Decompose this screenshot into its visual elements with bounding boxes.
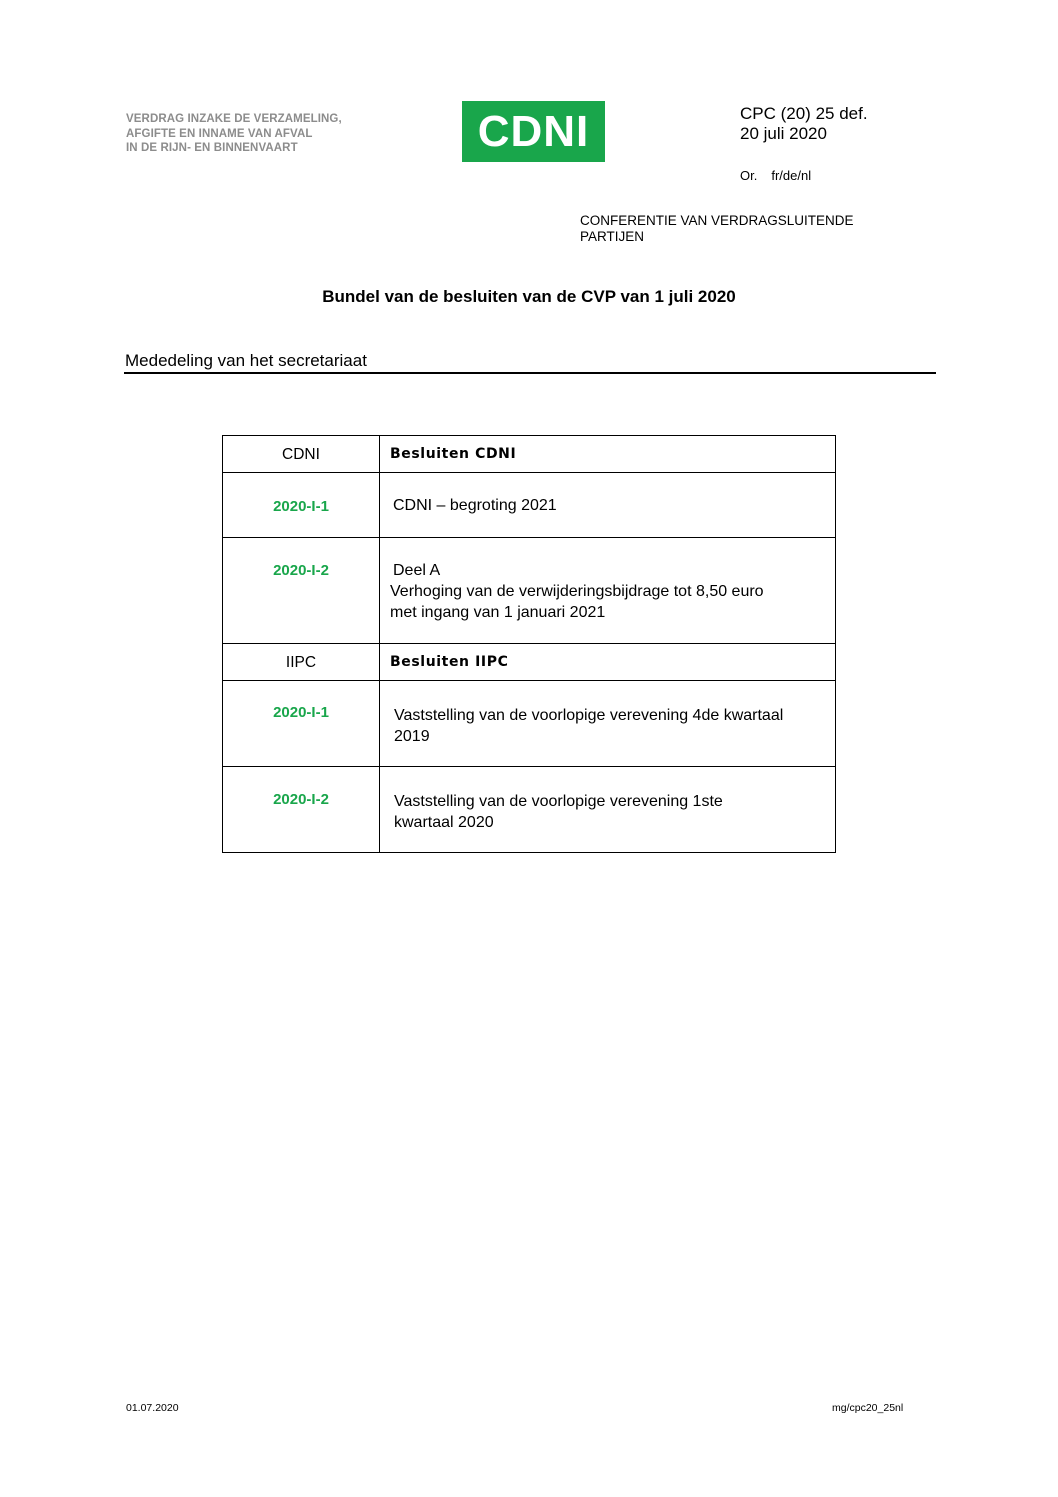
org-line: IN DE RIJN- EN BINNENVAART (126, 142, 298, 154)
doc-ref: CPC (20) 25 def. (740, 104, 868, 123)
document-title: Bundel van de besluiten van de CVP van 1 juli 2020 (322, 287, 736, 306)
org-line: AFGIFTE EN INNAME VAN AFVAL (126, 127, 313, 140)
description-line: 2019 (394, 728, 430, 745)
conference-name (580, 213, 854, 245)
decision-description (380, 538, 836, 644)
conference-line: PARTIJEN (580, 229, 645, 244)
table-row (223, 436, 836, 473)
original-label: Or. (740, 168, 758, 183)
description-line: Deel A (393, 562, 441, 579)
document-subtitle: Mededeling van het secretariaat (125, 351, 367, 370)
table-row (223, 767, 836, 853)
table-row (223, 538, 836, 644)
section-title: Besluiten IIPC (380, 644, 836, 681)
table-row (223, 473, 836, 538)
document-reference (740, 104, 868, 144)
decision-code: 2020-I-2 (223, 538, 380, 644)
section-title: Besluiten CDNI (380, 436, 836, 473)
decision-code: 2020-I-1 (223, 473, 380, 538)
section-code: CDNI (223, 436, 380, 473)
description-line: Verhoging van de verwijderingsbijdrage tot 8,50 euro (390, 583, 764, 600)
description-line: Vaststelling van de voorlopige verevening 4de kwartaal (394, 707, 784, 724)
subtitle-underline (124, 372, 936, 374)
footer-file-ref: mg/cpc20_25nl (832, 1402, 904, 1414)
cdni-logo (462, 101, 605, 162)
description-line: kwartaal 2020 (394, 814, 494, 831)
table-row (223, 644, 836, 681)
footer-date: 01.07.2020 (126, 1402, 179, 1414)
logo-text: CDNI (477, 106, 590, 156)
organization-name (126, 112, 342, 156)
section-code: IIPC (223, 644, 380, 681)
decision-description: CDNI – begroting 2021 (380, 473, 836, 538)
conference-line: CONFERENTIE VAN VERDRAGSLUITENDE (580, 213, 854, 228)
doc-date: 20 juli 2020 (740, 124, 827, 143)
decisions-table (222, 435, 836, 853)
org-line: VERDRAG INZAKE DE VERZAMELING, (126, 113, 342, 125)
table-row (223, 681, 836, 767)
decision-description (380, 681, 836, 767)
decision-code: 2020-I-1 (223, 681, 380, 767)
original-languages (740, 168, 811, 183)
description-line: met ingang van 1 januari 2021 (390, 604, 606, 621)
decision-code: 2020-I-2 (223, 767, 380, 853)
decision-description (380, 767, 836, 853)
original-langs: fr/de/nl (771, 168, 812, 183)
description-line: Vaststelling van de voorlopige verevening 1ste (394, 793, 723, 810)
